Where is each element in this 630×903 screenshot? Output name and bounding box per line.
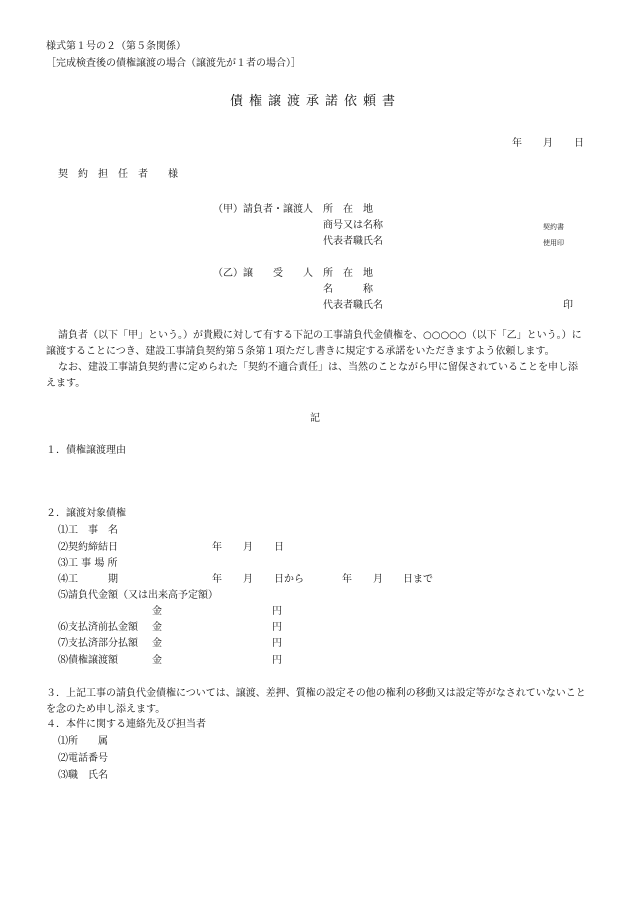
form-case-note: ［完成検査後の債権譲渡の場合（譲渡先が１者の場合）］ xyxy=(46,58,301,69)
contract-date-day: 日 xyxy=(274,542,284,553)
ki-heading: 記 xyxy=(310,413,320,424)
item-transfer-amount: ⑻債権譲渡額 xyxy=(58,655,118,666)
seal-note-line2: 使用印 xyxy=(543,239,564,247)
item-advance-paid: ⑹支払済前払金額 xyxy=(58,622,138,633)
request-paragraph-text: 請負者（以下「甲」という。）が貴殿に対して有する下記の工事請負代金債権を、○○○○○（以下「乙」という。）に譲渡することにつき、建設工事請負契約第５条第１項ただし書きに規定する承諾をいただきますよう依頼します。 xyxy=(46,330,582,357)
page-title: 債権譲渡承諾依頼書 xyxy=(230,94,402,109)
period-start-month: 月 xyxy=(243,574,253,585)
section-3-text: ３．上記工事の請負代金債権については、譲渡、差押、質権の設定その他の権利の移動又は設定等がなされていないことを念のため申し添えます。 xyxy=(46,688,586,715)
item-construction-name: ⑴工 事 名 xyxy=(58,525,118,536)
contract-date-month: 月 xyxy=(243,542,253,553)
item-partial-paid: ⑺支払済部分払額 xyxy=(58,638,138,649)
section-4-heading: ４．本件に関する連絡先及び担当者 xyxy=(46,719,206,730)
date-month: 月 xyxy=(543,138,553,149)
partial-yen: 円 xyxy=(272,638,282,649)
request-paragraph xyxy=(46,328,586,360)
party-a-name-label: 商号又は名称 xyxy=(323,220,383,231)
date-year: 年 xyxy=(512,138,522,149)
item-contract-date: ⑵契約締結日 xyxy=(58,542,118,553)
period-end-year: 年 xyxy=(342,574,352,585)
date-day: 日 xyxy=(574,138,584,149)
item-site: ⑶工 事 場 所 xyxy=(58,558,118,569)
period-start-day: 日から xyxy=(274,574,304,585)
contact-staff: ⑶職 氏名 xyxy=(58,770,108,781)
advance-kin: 金 xyxy=(152,622,162,633)
addressee: 契 約 担 任 者 様 xyxy=(58,169,178,180)
period-start-year: 年 xyxy=(212,574,222,585)
period-end-month: 月 xyxy=(373,574,383,585)
party-b-rep-label: 代表者職氏名 xyxy=(323,300,383,311)
party-a-address-label: 所 在 地 xyxy=(323,204,373,215)
party-a-rep-label: 代表者職氏名 xyxy=(323,236,383,247)
contact-phone: ⑵電話番号 xyxy=(58,753,108,764)
amount-yen: 円 xyxy=(272,606,282,617)
period-end-day: 日まで xyxy=(403,574,433,585)
party-a-role: （甲）請負者・譲渡人 xyxy=(213,204,313,215)
liability-paragraph-text: なお、建設工事請負契約書に定められた「契約不適合責任」は、当然のことながら甲に留保されていることを申し添えます。 xyxy=(46,362,578,389)
advance-yen: 円 xyxy=(272,622,282,633)
item-contract-amount: ⑸請負代金額（又は出来高予定額） xyxy=(58,590,218,601)
party-b-address-label: 所 在 地 xyxy=(323,268,373,279)
partial-kin: 金 xyxy=(152,638,162,649)
transfer-kin: 金 xyxy=(152,655,162,666)
party-b-role: （乙）譲 受 人 xyxy=(213,268,313,279)
form-number: 様式第１号の２（第５条関係） xyxy=(46,41,186,52)
section-1-heading: １．債権譲渡理由 xyxy=(46,445,126,456)
section-2-heading: ２．譲渡対象債権 xyxy=(46,508,126,519)
item-period: ⑷工 期 xyxy=(58,574,118,585)
contact-department: ⑴所 属 xyxy=(58,736,108,747)
liability-paragraph xyxy=(46,360,586,392)
seal-note-line1: 契約書 xyxy=(543,223,564,231)
contract-date-year: 年 xyxy=(212,542,222,553)
amount-kin: 金 xyxy=(152,606,162,617)
party-b-name-label: 名 称 xyxy=(323,284,373,295)
transfer-yen: 円 xyxy=(272,655,282,666)
seal-mark: 印 xyxy=(563,300,573,311)
